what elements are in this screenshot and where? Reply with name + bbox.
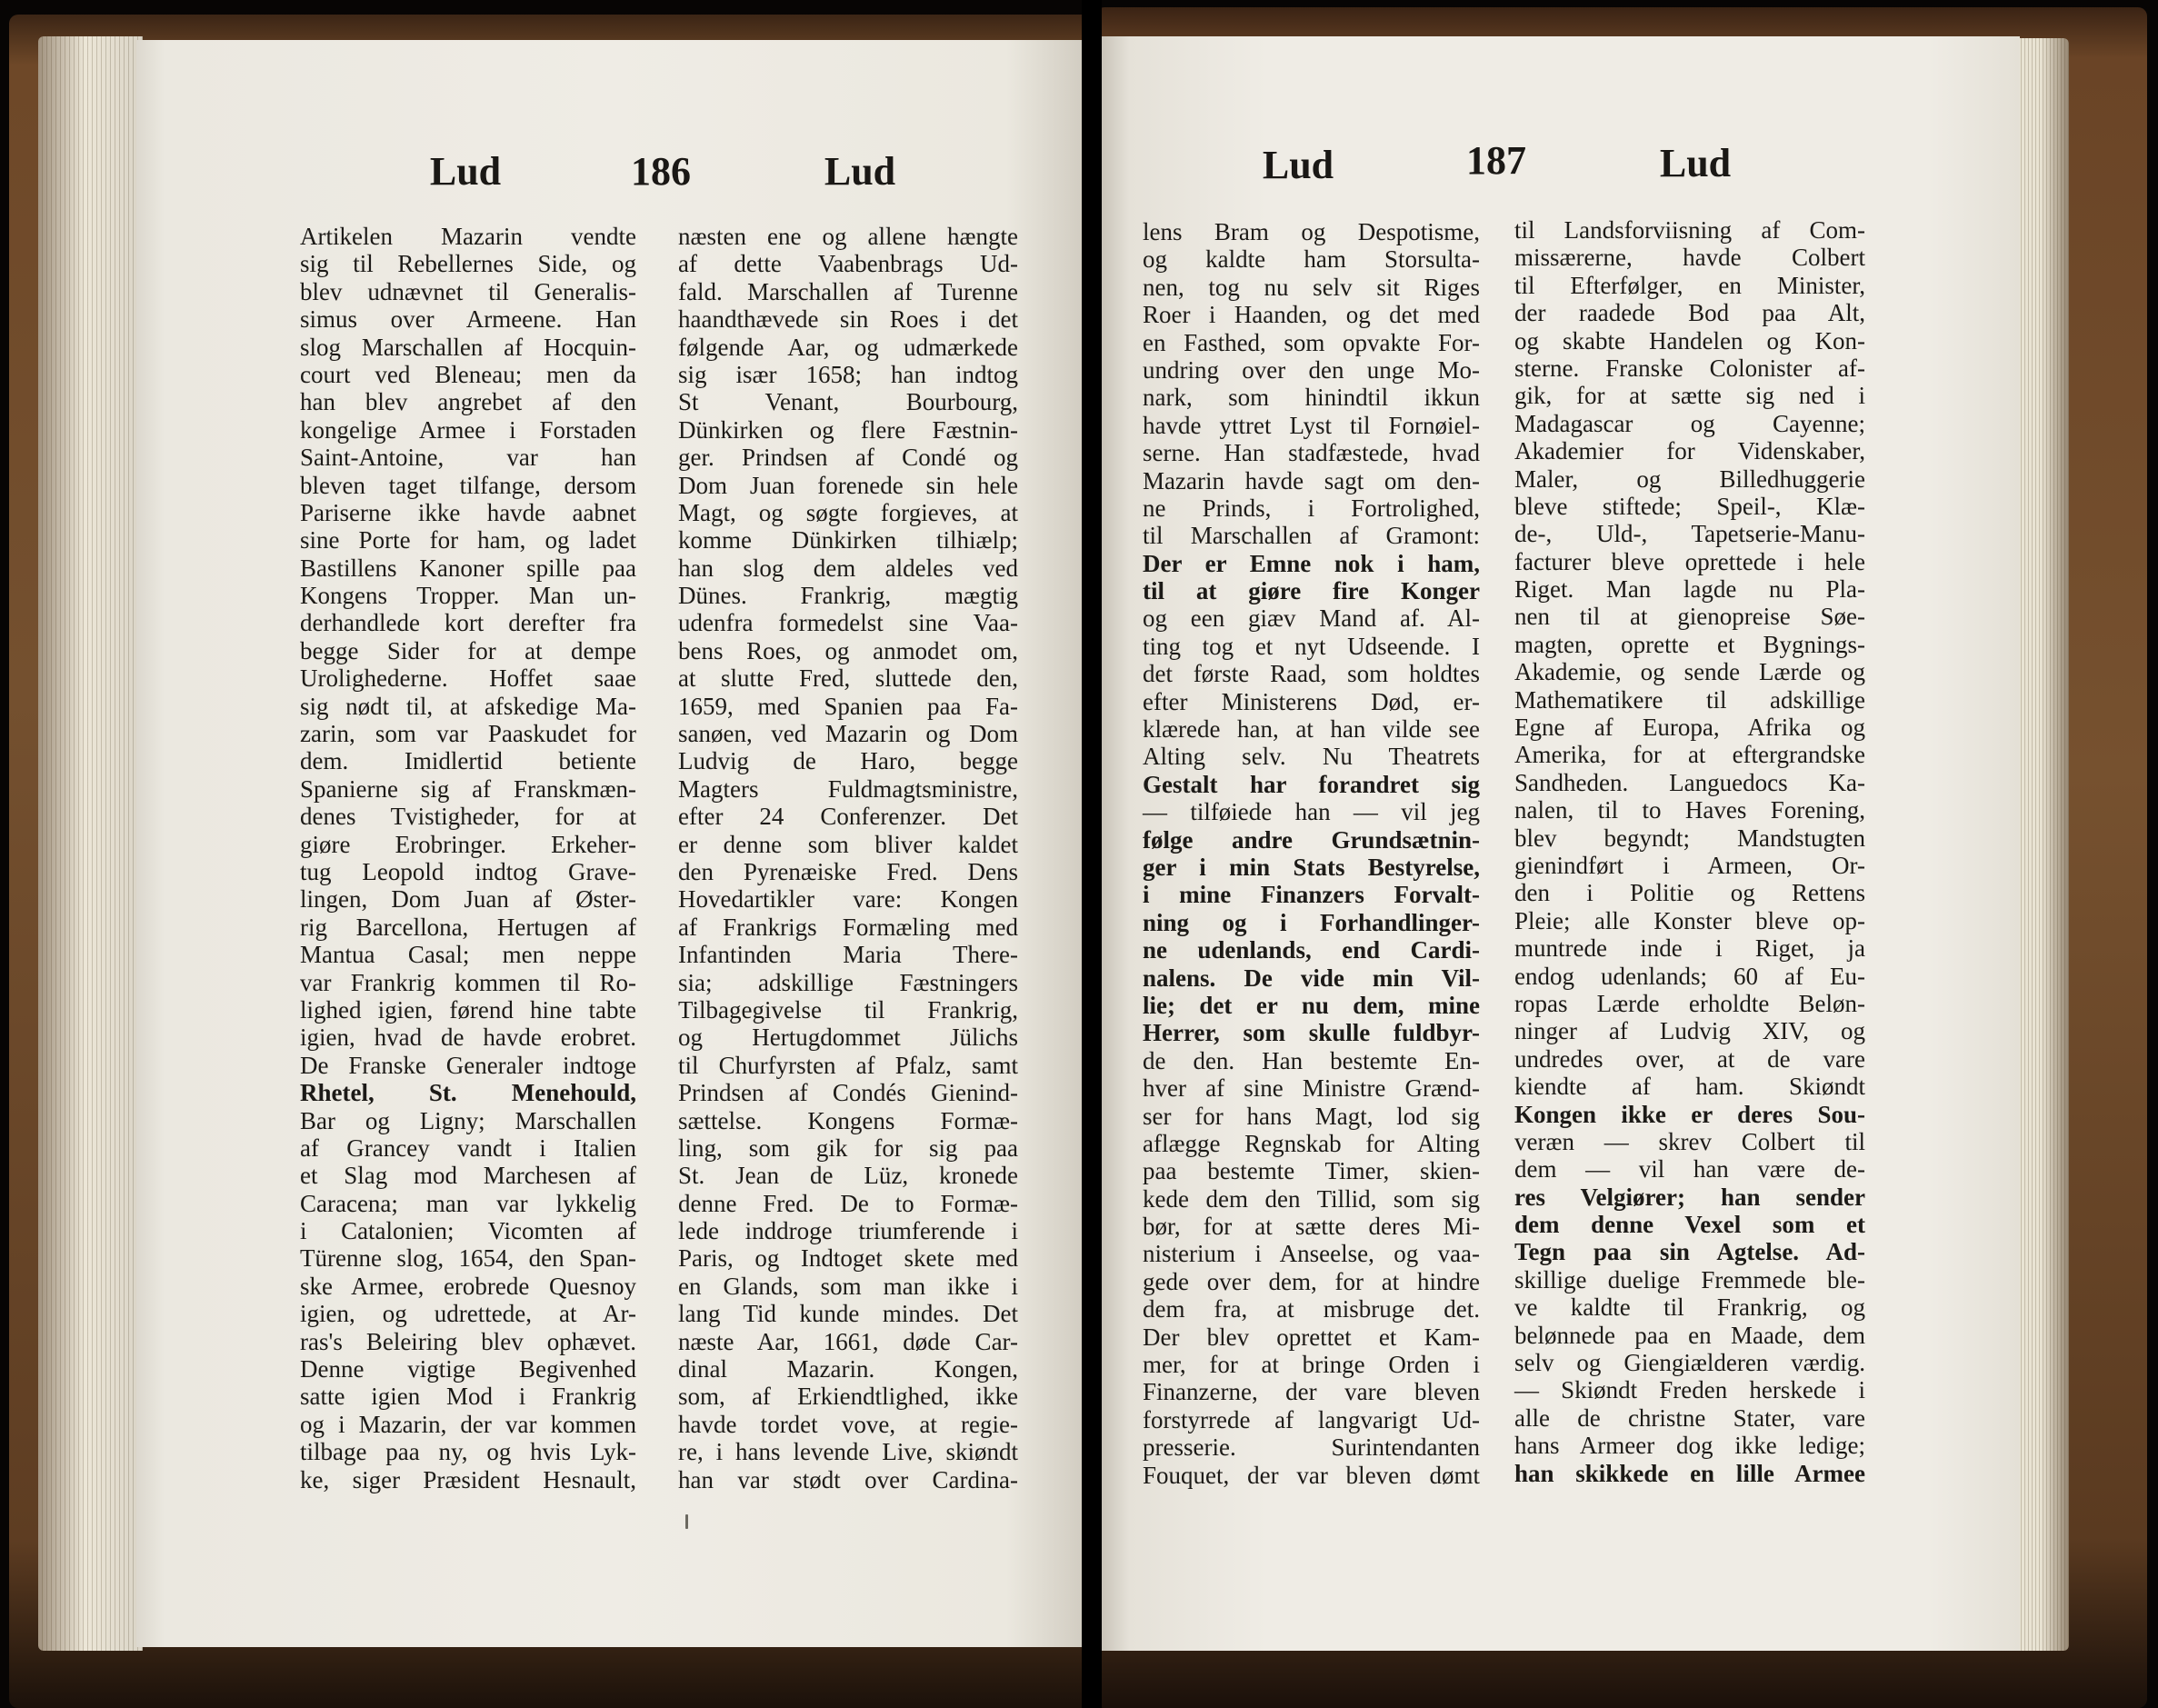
text-line: Madagascar og Cayenne; (1514, 409, 1865, 437)
text-line: Bastillens Kanoner spille paa (300, 554, 636, 582)
text-line: af dette Vaabenbrags Ud- (678, 250, 1018, 278)
text-line: næsten ene og allene hængte (678, 223, 1018, 250)
running-head-right: Lud (1659, 141, 1732, 185)
text-line: kiendte af ham. Skiøndt (1514, 1073, 1865, 1101)
text-line: sættelse. Kongens Formæ- (678, 1106, 1018, 1134)
text-line: dem fra, at misbruge det. (1143, 1295, 1480, 1323)
text-line: ninger af Ludvig XIV, og (1514, 1017, 1865, 1045)
page-edges-right (2018, 38, 2069, 1651)
text-line: han slog dem aldeles ved (678, 554, 1018, 582)
text-line: blev begyndt; Mandstugten (1514, 824, 1865, 852)
text-line: ne udenlands, end Cardi- (1143, 936, 1480, 964)
text-line: igien, og udrettede, at Ar- (300, 1300, 636, 1328)
text-line: alle de christne Stater, vare (1514, 1403, 1865, 1432)
text-line: til Churfyrsten af Pfalz, samt (678, 1051, 1018, 1079)
text-line: et Slag mod Marchesen af (300, 1162, 636, 1190)
text-line: dem denne Vexel som et (1514, 1211, 1865, 1239)
text-line: Ludvig de Haro, begge (678, 747, 1018, 775)
text-line: — tilføiede han — vil jeg (1143, 798, 1480, 826)
text-line: Hovedartikler vare: Kongen (678, 885, 1018, 914)
text-line: St Venant, Bourbourg, (678, 388, 1018, 416)
text-line: Fouquet, der var bleven dømt (1143, 1461, 1480, 1489)
gutter-divider (1082, 0, 1102, 1708)
text-line: komme Dünkirken tilhiælp; (678, 526, 1018, 554)
text-line: den Pyrenæiske Fred. Dens (678, 857, 1018, 885)
text-line: efter Ministerens Død, er- (1143, 687, 1480, 715)
text-line: Urolighederne. Hoffet saae (300, 664, 636, 693)
text-line: nisterium i Anseelse, og vaa- (1143, 1240, 1480, 1268)
text-line: Dünkirken og flere Fæstnin- (678, 415, 1018, 444)
text-line: nalens. De vide min Vil- (1143, 964, 1480, 992)
text-line: ning og i Forhandlinger- (1143, 908, 1480, 936)
text-line: — Skiøndt Freden herskede i (1514, 1376, 1865, 1404)
text-line: Tegn paa sin Agtelse. Ad- (1514, 1238, 1865, 1266)
text-line: St. Jean de Lüz, kronede (678, 1162, 1018, 1190)
text-line: endog udenlands; 60 af Eu- (1514, 962, 1865, 990)
text-column-1 (300, 223, 636, 1493)
text-line: Artikelen Mazarin vendte (300, 223, 636, 250)
text-line: Mazarin havde sagt om den- (1143, 466, 1480, 494)
text-line: ting tog et nyt Udseende. I (1143, 632, 1480, 660)
text-line: i mine Finanzers Forvalt- (1143, 881, 1480, 909)
text-line: missærerne, havde Colbert (1514, 244, 1865, 272)
text-line: magten, oprette et Bygnings- (1514, 630, 1865, 658)
text-line: tilbage paa ny, og hvis Lyk- (300, 1438, 636, 1466)
text-line: Denne vigtige Begivenhed (300, 1355, 636, 1383)
text-line: Herrer, som skulle fuldbyr- (1143, 1019, 1480, 1047)
text-line: og skabte Handelen og Kon- (1514, 326, 1865, 355)
text-line: til Landsforviisning af Com- (1514, 216, 1865, 244)
text-column-1 (1143, 218, 1480, 1489)
text-line: næste Aar, 1661, døde Car- (678, 1327, 1018, 1355)
running-head-right: Lud (824, 149, 896, 194)
text-line: ske Armee, erobrede Quesnoy (300, 1272, 636, 1300)
running-head-left: Lud (429, 149, 502, 194)
right-page (1102, 36, 2020, 1651)
text-line: denne Fred. De to Formæ- (678, 1189, 1018, 1217)
text-line: Akademie, og sende Lærde og (1514, 658, 1865, 686)
text-line: Türenne slog, 1654, den Span- (300, 1244, 636, 1273)
text-line: Egne af Europa, Afrika og (1514, 714, 1865, 742)
text-line: gede over dem, for at hindre (1143, 1267, 1480, 1295)
text-line: en Glands, som man ikke i (678, 1272, 1018, 1300)
text-line: sig især 1658; han indtog (678, 360, 1018, 388)
text-line: han skikkede en lille Armee (1514, 1459, 1865, 1487)
text-line: 1659, med Spanien paa Fa- (678, 692, 1018, 720)
text-line: skillige duelige Fremmede ble- (1514, 1265, 1865, 1293)
text-line: simus over Armeene. Han (300, 305, 636, 334)
text-line: Mantua Casal; men neppe (300, 941, 636, 969)
text-line: Tilbagegivelse til Frankrig, (678, 995, 1018, 1024)
text-line: Magters Fuldmagtsministre, (678, 774, 1018, 803)
text-line: nen til at gienopreise Søe- (1514, 603, 1865, 631)
text-line: Kongen ikke er deres Sou- (1514, 1100, 1865, 1128)
text-line: lingen, Dom Juan af Øster- (300, 885, 636, 914)
text-line: kede dem den Tillid, som sig (1143, 1184, 1480, 1213)
text-line: Spanierne sig af Franskmæn- (300, 774, 636, 803)
text-line: Kongens Tropper. Man un- (300, 582, 636, 610)
text-line: nen, tog nu selv sit Riges (1143, 273, 1480, 301)
text-line: Prindsen af Condés Gienind- (678, 1079, 1018, 1107)
text-line: kongelige Armee i Forstaden (300, 415, 636, 444)
text-line: derhandlede kort derefter fra (300, 609, 636, 637)
text-line: satte igien Mod i Frankrig (300, 1383, 636, 1411)
text-line: Roer i Haanden, og det med (1143, 301, 1480, 329)
text-line: lang Tid kunde mindes. Det (678, 1300, 1018, 1328)
text-line: Infantinden Maria There- (678, 941, 1018, 969)
text-line: en Fasthed, som opvakte For- (1143, 328, 1480, 356)
text-line: paa bestemte Timer, skien- (1143, 1157, 1480, 1185)
ink-mark (685, 1514, 688, 1529)
text-line: forstyrrede af langvarigt Ud- (1143, 1405, 1480, 1433)
text-line: at slutte Fred, sluttede den, (678, 664, 1018, 693)
text-line: presserie. Surintendanten (1143, 1433, 1480, 1462)
text-line: fald. Marschallen af Turenne (678, 277, 1018, 305)
text-line: court ved Bleneau; men da (300, 360, 636, 388)
page-number: 186 (631, 149, 691, 194)
text-line: Dünes. Frankrig, mægtig (678, 582, 1018, 610)
text-line: udenfra formedelst sine Vaa- (678, 609, 1018, 637)
text-line: i Catalonien; Vicomten af (300, 1217, 636, 1245)
text-line: tug Leopold indtog Grave- (300, 857, 636, 885)
text-line: der raadede Bod paa Alt, (1514, 299, 1865, 327)
text-line: undring over den unge Mo- (1143, 355, 1480, 384)
text-line: og Hertugdommet Jülichs (678, 1024, 1018, 1052)
text-line: ropas Lærde erholdte Beløn- (1514, 989, 1865, 1017)
text-line: det første Raad, som holdtes (1143, 660, 1480, 688)
text-line: Akademier for Videnskaber, (1514, 437, 1865, 465)
page-number: 187 (1466, 138, 1526, 183)
text-line: re, i hans levende Live, skiøndt (678, 1438, 1018, 1466)
text-line: bleven taget tilfange, dersom (300, 471, 636, 499)
text-line: Gestalt har forandret sig (1143, 770, 1480, 798)
text-line: følgende Aar, og udmærkede (678, 333, 1018, 361)
text-line: Maler, og Billedhuggerie (1514, 464, 1865, 493)
text-line: facturer bleve oprettede i hele (1514, 547, 1865, 575)
text-line: haandthævede sin Roes i det (678, 305, 1018, 334)
text-line: de den. Han bestemte En- (1143, 1046, 1480, 1074)
text-line: lede inddroge triumferende i (678, 1217, 1018, 1245)
text-line: og i Mazarin, der var kommen (300, 1410, 636, 1438)
text-line: gik, for at sætte sig ned i (1514, 382, 1865, 410)
text-line: bør, for at sætte deres Mi- (1143, 1213, 1480, 1241)
page-edges-left (38, 36, 143, 1651)
text-column-2 (1514, 216, 1865, 1487)
text-line: Paris, og Indtoget skete med (678, 1244, 1018, 1273)
text-line: Saint-Antoine, var han (300, 444, 636, 472)
text-line: Pleie; alle Konster bleve op- (1514, 906, 1865, 934)
text-line: sia; adskillige Fæstningers (678, 968, 1018, 996)
text-line: Pariserne ikke havde aabnet (300, 498, 636, 526)
text-line: lie; det er nu dem, mine (1143, 991, 1480, 1019)
text-line: lighed igien, førend hine tabte (300, 995, 636, 1024)
text-line: mer, for at bringe Orden i (1143, 1351, 1480, 1379)
text-line: belønnede paa en Maade, dem (1514, 1321, 1865, 1349)
text-line: serne. Han stadfæstede, hvad (1143, 439, 1480, 467)
text-line: ras's Beleiring blev ophævet. (300, 1327, 636, 1355)
text-line: ser for hans Magt, lod sig (1143, 1102, 1480, 1130)
text-line: bleve stiftede; Speil-, Klæ- (1514, 492, 1865, 520)
text-line: sanøen, ved Mazarin og Dom (678, 720, 1018, 748)
text-line: havde yttret Lyst til Fornøiel- (1143, 411, 1480, 439)
text-line: hans Armeer dog ikke ledige; (1514, 1432, 1865, 1460)
text-line: Riget. Man lagde nu Pla- (1514, 575, 1865, 604)
text-line: efter 24 Conferenzer. Det (678, 803, 1018, 831)
text-line: ne Prinds, i Fortrolighed, (1143, 494, 1480, 522)
text-line: Finanzerne, der vare bleven (1143, 1378, 1480, 1406)
text-line: Rhetel, St. Menehould, (300, 1079, 636, 1107)
text-line: sig nødt til, at afskedige Ma- (300, 692, 636, 720)
text-line: dem. Imidlertid betiente (300, 747, 636, 775)
text-line: følge andre Grundsætnin- (1143, 825, 1480, 854)
text-line: havde tordet vove, at regie- (678, 1410, 1018, 1438)
text-line: af Frankrigs Formæling med (678, 913, 1018, 941)
text-line: ke, siger Præsident Hesnault, (300, 1465, 636, 1493)
text-column-2 (678, 223, 1018, 1493)
text-line: var Frankrig kommen til Ro- (300, 968, 636, 996)
text-line: slog Marschallen af Hocquin- (300, 333, 636, 361)
text-line: sterne. Franske Colonister af- (1514, 354, 1865, 382)
text-line: sine Porte for ham, og ladet (300, 526, 636, 554)
running-head-left: Lud (1262, 143, 1334, 187)
text-line: muntrede inde i Riget, ja (1514, 934, 1865, 963)
text-line: er denne som bliver kaldet (678, 830, 1018, 858)
text-line: selv og Giengiælderen værdig. (1514, 1349, 1865, 1377)
text-line: som, af Erkiendtlighed, ikke (678, 1383, 1018, 1411)
text-line: undredes over, at de vare (1514, 1044, 1865, 1073)
text-line: denes Tvistigheder, for at (300, 803, 636, 831)
text-line: res Velgiører; han sender (1514, 1183, 1865, 1211)
text-line: aflægge Regnskab for Alting (1143, 1129, 1480, 1157)
text-line: Mathematikere til adskillige (1514, 685, 1865, 714)
text-line: han var stødt over Cardina- (678, 1465, 1018, 1493)
text-line: veræn — skrev Colbert til (1514, 1127, 1865, 1155)
text-line: igien, hvad de havde erobret. (300, 1024, 636, 1052)
text-line: Der er Emne nok i ham, (1143, 549, 1480, 577)
text-line: af Grancey vandt i Italien (300, 1134, 636, 1162)
text-line: ve kaldte til Frankrig, og (1514, 1293, 1865, 1322)
left-page (136, 40, 1082, 1647)
text-line: begge Sider for at dempe (300, 636, 636, 664)
text-line: Magt, og søgte forgieves, at (678, 498, 1018, 526)
text-line: Amerika, for at eftergrandske (1514, 741, 1865, 769)
text-line: Dom Juan forenede sin hele (678, 471, 1018, 499)
text-line: de-, Uld-, Tapetserie-Manu- (1514, 520, 1865, 548)
text-line: gienindført i Armeen, Or- (1514, 851, 1865, 879)
text-line: Sandheden. Languedocs Ka- (1514, 768, 1865, 796)
text-line: nark, som hinindtil ikkun (1143, 384, 1480, 412)
text-line: bens Roes, og anmodet om, (678, 636, 1018, 664)
text-line: til Efterfølger, en Minister, (1514, 271, 1865, 299)
text-line: ling, som gik for sig paa (678, 1134, 1018, 1162)
text-line: Caracena; man var lykkelig (300, 1189, 636, 1217)
text-line: giøre Erobringer. Erkeher- (300, 830, 636, 858)
text-line: dem — vil han være de- (1514, 1155, 1865, 1184)
text-line: ger. Prindsen af Condé og (678, 444, 1018, 472)
text-line: Der blev oprettet et Kam- (1143, 1323, 1480, 1351)
text-line: han blev angrebet af den (300, 388, 636, 416)
text-line: og een giæv Mand af. Al- (1143, 604, 1480, 633)
text-line: rig Barcellona, Hertugen af (300, 913, 636, 941)
text-line: De Franske Generaler indtoge (300, 1051, 636, 1079)
text-line: hver af sine Ministre Grænd- (1143, 1074, 1480, 1103)
text-line: klærede han, at han vilde see (1143, 715, 1480, 744)
text-line: og kaldte ham Storsulta- (1143, 245, 1480, 274)
text-line: ger i min Stats Bestyrelse, (1143, 853, 1480, 881)
text-line: Alting selv. Nu Theatrets (1143, 743, 1480, 771)
text-line: nalen, til to Haves Forening, (1514, 796, 1865, 824)
text-line: til at giøre fire Konger (1143, 577, 1480, 605)
text-line: blev udnævnet til Generalis- (300, 277, 636, 305)
text-line: den i Politie og Rettens (1514, 879, 1865, 907)
text-line: lens Bram og Despotisme, (1143, 218, 1480, 245)
text-line: dinal Mazarin. Kongen, (678, 1355, 1018, 1383)
text-line: sig til Rebellernes Side, og (300, 250, 636, 278)
text-line: til Marschallen af Gramont: (1143, 522, 1480, 550)
text-line: zarin, som var Paaskudet for (300, 720, 636, 748)
text-line: Bar og Ligny; Marschallen (300, 1106, 636, 1134)
